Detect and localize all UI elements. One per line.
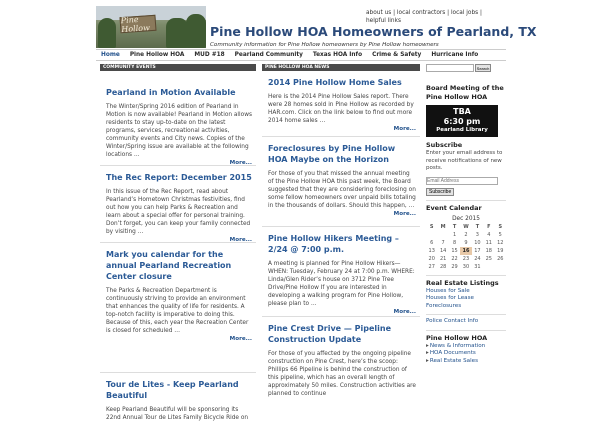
calendar-day[interactable]: 19 bbox=[497, 247, 504, 254]
event-post bbox=[100, 166, 256, 243]
calendar-day[interactable]: 11 bbox=[485, 239, 492, 246]
post-excerpt: The Parks & Recreation Department is continuously striving to provide an environment that enhances the quality of life for residents. A top-notch facility is imperative to doing this. Because of this, each year the Recreation Center is closed for scheduled … bbox=[106, 288, 249, 334]
more-link[interactable]: More... bbox=[229, 160, 252, 166]
post-excerpt: Here is the 2014 Pine Hollow Sales report. There were 28 homes sold in Pine Hollow as recorded by HAR.com. Click on the link below to find out more 2014 home sales … bbox=[268, 94, 414, 124]
post-excerpt: A meeting is planned for Pine Hollow Hikers— WHEN: Tuesday, February 24 at 7:00 p.m. WHERE: Linda/Glen Rider’s house on 3712 Pine Tree Drive/Pine Hollow If you are interested in developing a walking program for Pine Hollow, please plan to … bbox=[268, 261, 415, 307]
event-calendar bbox=[426, 215, 506, 271]
post-title[interactable]: The Rec Report: December 2015 bbox=[106, 173, 252, 182]
news-post bbox=[262, 227, 420, 317]
top-link-contractors[interactable]: local contractors bbox=[396, 10, 446, 16]
calendar-day[interactable]: 29 bbox=[451, 263, 458, 270]
post-title[interactable]: Mark you calendar for the annual Pearland Recreation Center closure bbox=[106, 250, 232, 281]
divider bbox=[426, 200, 506, 201]
calendar-day[interactable]: 30 bbox=[462, 263, 470, 270]
calendar-month: Dec 2015 bbox=[452, 215, 480, 222]
subscribe-text: Enter your email address to receive notifications of new posts. bbox=[426, 150, 503, 171]
calendar-day bbox=[495, 263, 506, 271]
foreclosures-link[interactable]: Foreclosures bbox=[426, 302, 462, 309]
post-title[interactable]: Foreclosures by Pine Hollow HOA Maybe on the Horizon bbox=[268, 144, 396, 164]
nav-pine-hollow-hoa[interactable]: Pine Hollow HOA bbox=[129, 52, 185, 58]
more-link[interactable]: More... bbox=[393, 126, 416, 132]
calendar-day[interactable]: 13 bbox=[428, 247, 435, 254]
calendar-weekday: T bbox=[452, 223, 457, 230]
calendar-day[interactable]: 23 bbox=[462, 255, 470, 262]
police-contact-link[interactable]: Police Contact Info bbox=[426, 318, 479, 324]
calendar-day[interactable]: 1 bbox=[452, 231, 457, 238]
calendar-day[interactable]: 15 bbox=[451, 247, 458, 254]
event-post bbox=[100, 71, 256, 166]
calendar-days bbox=[426, 231, 506, 271]
real-estate-heading: Real Estate Listings bbox=[426, 278, 499, 287]
calendar-weekday: M bbox=[440, 223, 446, 230]
calendar-day[interactable]: 10 bbox=[474, 239, 481, 246]
main-nav bbox=[96, 49, 506, 61]
search-form bbox=[426, 64, 506, 72]
top-links: about us | local contractors | local jobs | helpful links bbox=[366, 10, 482, 24]
post-excerpt: In this issue of the Rec Report, read about Pearland’s Hometown Christmas festivities, find out how you can help Parks & Recreation and learn about a special offer for personal training. Don’t forget, you can keep your family connected by visiting … bbox=[106, 189, 251, 235]
calendar-day[interactable]: 18 bbox=[485, 247, 492, 254]
post-title[interactable]: Pine Crest Drive — Pipeline Construction Update bbox=[268, 324, 392, 344]
event-post bbox=[100, 373, 256, 426]
news-post bbox=[262, 137, 420, 227]
nav-hurricane-info[interactable]: Hurricane Info bbox=[431, 52, 479, 58]
calendar-day[interactable]: 17 bbox=[474, 247, 481, 254]
more-link[interactable]: More... bbox=[393, 211, 416, 217]
calendar-day[interactable]: 22 bbox=[451, 255, 458, 262]
calendar-day[interactable]: 7 bbox=[441, 239, 445, 246]
post-title[interactable]: Tour de Lites - Keep Pearland Beautiful bbox=[106, 380, 239, 400]
news-heading: PINE HOLLOW HOA NEWS bbox=[262, 64, 420, 71]
event-post bbox=[100, 243, 256, 373]
post-excerpt: For those of you affected by the ongoing pipeline construction on Pine Crest, here’s the scoop: Phillips 66 Pipeline is behind the construction of this pipeline, which has an overall length of approximately 50 miles. Construction activities are planned to continue bbox=[268, 351, 416, 397]
meeting-date: TBA bbox=[453, 107, 471, 116]
calendar-day[interactable]: 2 bbox=[464, 231, 468, 238]
sidebar bbox=[426, 64, 506, 365]
calendar-day[interactable]: 6 bbox=[430, 239, 434, 246]
calendar-day[interactable]: 24 bbox=[474, 255, 481, 262]
calendar-day bbox=[426, 231, 437, 239]
calendar-day[interactable]: 8 bbox=[452, 239, 457, 246]
calendar-day[interactable]: 9 bbox=[464, 239, 468, 246]
calendar-weekday: T bbox=[475, 223, 480, 230]
post-excerpt: The Winter/Spring 2016 edition of Pearland in Motion is now available! Pearland in Motion allows residents to stay up-to-date on the latest programs, services, recreational activities, community events and City news. Copies of the Winter/Spring issue are available at the following locations … bbox=[106, 104, 252, 158]
calendar-weekday-row bbox=[426, 223, 506, 231]
calendar-weekday: W bbox=[463, 223, 469, 230]
meeting-location: Pearland Library bbox=[436, 127, 488, 133]
calendar-day[interactable]: 28 bbox=[439, 263, 447, 270]
post-excerpt: For those of you that missed the annual meeting of the Pine Hollow HOA this past week, the Board suggested that they are considering foreclosing on some fellow homeowners over unpaid bills totaling in the thousands of dollars. Should this happen, … bbox=[268, 171, 416, 209]
hoa-documents-link[interactable]: ▸ HOA Documents bbox=[426, 350, 506, 358]
more-link[interactable]: More... bbox=[393, 309, 416, 315]
calendar-day[interactable]: 4 bbox=[487, 231, 491, 238]
site-logo[interactable] bbox=[96, 6, 206, 48]
calendar-day[interactable]: 27 bbox=[428, 263, 435, 270]
hoa-heading: Pine Hollow HOA bbox=[426, 333, 488, 342]
email-field[interactable] bbox=[426, 177, 498, 185]
nav-texas-hoa-info[interactable]: Texas HOA Info bbox=[312, 52, 363, 58]
calendar-week bbox=[426, 239, 506, 247]
board-meeting-box bbox=[426, 105, 498, 137]
search-button[interactable]: Search bbox=[476, 65, 490, 71]
calendar-day[interactable]: 20 bbox=[428, 255, 435, 262]
subscribe-heading: Subscribe bbox=[426, 141, 463, 149]
calendar-weekday: F bbox=[487, 223, 491, 230]
events-heading: COMMUNITY EVENTS bbox=[100, 64, 256, 71]
calendar-day[interactable]: 3 bbox=[475, 231, 479, 238]
site-tagline: Community information for Pine Hollow homeowners by Pine Hollow homeowners bbox=[210, 42, 439, 48]
meeting-time: 6:30 pm bbox=[443, 117, 481, 126]
post-title[interactable]: Pine Hollow Hikers Meeting – 2/24 @ 7:00 p.m. bbox=[268, 234, 399, 254]
calendar-day[interactable]: 31 bbox=[474, 263, 481, 270]
logo-tree bbox=[186, 14, 206, 48]
logo-tree bbox=[98, 18, 116, 48]
top-link-jobs[interactable]: local jobs bbox=[450, 10, 479, 16]
more-link[interactable]: More... bbox=[229, 336, 252, 342]
nav-home[interactable]: Home bbox=[101, 52, 120, 58]
calendar-week bbox=[426, 231, 506, 239]
calendar-day[interactable]: 12 bbox=[497, 239, 504, 246]
more-link[interactable]: More... bbox=[229, 237, 252, 243]
news-post bbox=[262, 317, 420, 402]
houses-for-lease-link[interactable]: Houses for Lease bbox=[426, 295, 474, 301]
logo-sign: Pine Hollow bbox=[119, 15, 156, 33]
calendar-weekday: S bbox=[498, 223, 503, 230]
top-link-about[interactable]: about us bbox=[366, 10, 392, 16]
logo-tree bbox=[166, 18, 188, 48]
divider bbox=[426, 330, 506, 331]
board-meeting-heading: Board Meeting of the Pine Hollow HOA bbox=[426, 84, 504, 101]
calendar-day[interactable]: 5 bbox=[498, 231, 502, 238]
hoa-news-link[interactable]: ▸ News & Information bbox=[426, 343, 506, 351]
houses-for-sale-link[interactable]: Houses for Sale bbox=[426, 287, 470, 294]
calendar-day[interactable]: 21 bbox=[439, 255, 447, 262]
calendar-heading: Event Calendar bbox=[426, 203, 482, 212]
calendar-day bbox=[437, 231, 448, 239]
post-title[interactable]: Pearland in Motion Available bbox=[106, 88, 236, 97]
calendar-week bbox=[426, 247, 506, 255]
nav-pearland-community[interactable]: Pearland Community bbox=[234, 52, 303, 58]
divider bbox=[426, 314, 506, 315]
post-title[interactable]: 2014 Pine Hollow Home Sales bbox=[268, 78, 402, 87]
hoa-real-estate-link[interactable]: ▸ Real Estate Sales bbox=[426, 358, 506, 366]
calendar-day[interactable]: 16 bbox=[460, 247, 471, 255]
news-post bbox=[262, 71, 420, 137]
site-title[interactable]: Pine Hollow HOA Homeowners of Pearland, TX bbox=[210, 24, 537, 39]
calendar-day bbox=[483, 263, 494, 271]
calendar-week bbox=[426, 255, 506, 263]
calendar-day[interactable]: 26 bbox=[497, 255, 504, 262]
events-column bbox=[100, 64, 256, 426]
search-input[interactable] bbox=[426, 64, 474, 72]
calendar-week bbox=[426, 263, 506, 271]
nav-crime-safety[interactable]: Crime & Safety bbox=[372, 52, 422, 58]
calendar-day[interactable]: 14 bbox=[439, 247, 447, 254]
calendar-day[interactable]: 25 bbox=[485, 255, 492, 262]
top-link-helpful[interactable]: helpful links bbox=[366, 18, 401, 24]
news-column bbox=[262, 64, 420, 402]
calendar-weekday: S bbox=[429, 223, 434, 230]
divider bbox=[426, 275, 506, 276]
post-excerpt: Keep Pearland Beautiful will be sponsoring its 22nd Annual Tour de Lites Family Bicycle Ride on bbox=[106, 407, 249, 421]
subscribe-button[interactable]: Subscribe bbox=[426, 188, 454, 196]
nav-mud-18[interactable]: MUD #18 bbox=[194, 52, 225, 58]
